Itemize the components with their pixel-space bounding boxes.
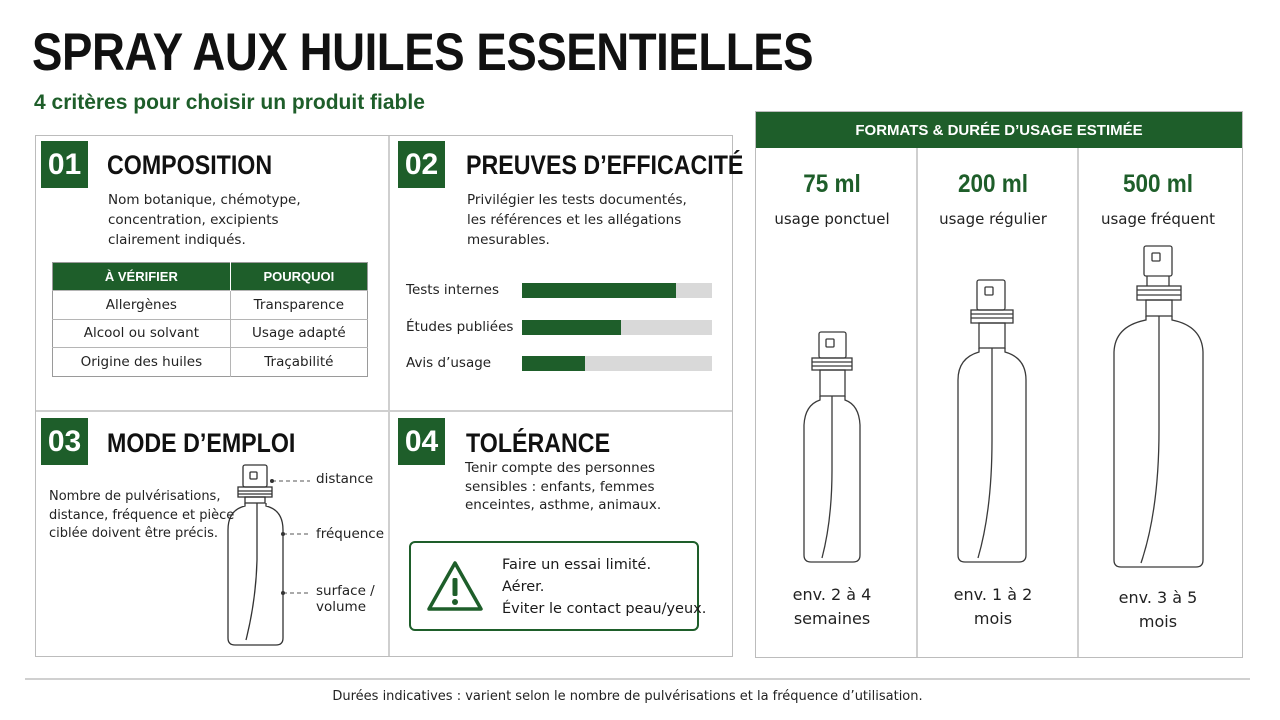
- bar-label-etudes-publiees: Études publiées: [406, 319, 514, 335]
- table-cell: Usage adapté: [230, 319, 367, 348]
- format-usage: usage régulier: [939, 210, 1047, 228]
- label-frequence: fréquence: [316, 526, 385, 542]
- table-cell: Alcool ou solvant: [53, 319, 231, 348]
- format-duration: env. 3 à 5 mois: [1118, 588, 1198, 631]
- section-title-mode-emploi: MODE D’EMPLOI: [107, 428, 296, 458]
- page-title: SPRAY AUX HUILES ESSENTIELLES: [32, 23, 814, 82]
- section-number-04: 04: [398, 418, 445, 465]
- format-usage: usage fréquent: [1100, 210, 1216, 228]
- format-duration: env. 1 à 2 mois: [953, 585, 1033, 628]
- format-volume-500ml: 500 ml: [1122, 170, 1194, 198]
- page-subtitle: 4 critères pour choisir un produit fiable: [34, 91, 425, 114]
- footer-divider: [25, 678, 1250, 680]
- bottle-75ml-icon: [804, 332, 860, 562]
- footer-note: Durées indicatives : varient selon le nombre de pulvérisations et la fréquence d’utilisation.: [332, 689, 923, 704]
- table-header-pourquoi: POURQUOI: [230, 263, 367, 291]
- format-duration: env. 2 à 4 semaines: [792, 585, 872, 628]
- table-cell: Transparence: [230, 291, 367, 320]
- preuves-text: Privilégier les tests documentés, les références et les allégations mesurables.: [467, 192, 687, 248]
- warning-text: Faire un essai limité. Aérer. Éviter le contact peau/yeux.: [502, 557, 707, 617]
- section-title-tolerance: TOLÉRANCE: [466, 428, 611, 458]
- bar-label-tests-internes: Tests internes: [406, 282, 500, 298]
- table-cell: Origine des huiles: [53, 348, 231, 377]
- bottle-500ml-icon: [1114, 246, 1203, 567]
- section-number-03: 03: [41, 418, 88, 465]
- format-usage: usage ponctuel: [774, 210, 890, 228]
- section-title-preuves: PREUVES D’EFFICACITÉ: [466, 150, 744, 180]
- table-cell: Traçabilité: [230, 348, 367, 377]
- formats-header: FORMATS & DURÉE D’USAGE ESTIMÉE: [756, 112, 1242, 148]
- table-header-verifier: À VÉRIFIER: [53, 263, 231, 291]
- section-number-01: 01: [41, 141, 88, 188]
- table-cell: Allergènes: [53, 291, 231, 320]
- mode-emploi-text: Nombre de pulvérisations, distance, fréquence et pièce ciblée doivent être précis.: [49, 489, 235, 541]
- format-volume-200ml: 200 ml: [957, 170, 1029, 198]
- format-volume-75ml: 75 ml: [803, 170, 861, 198]
- label-surface-volume: surface / volume: [316, 583, 375, 615]
- composition-text: Nom botanique, chémotype, concentration, excipients clairement indiqués.: [108, 192, 301, 248]
- tolerance-text: Tenir compte des personnes sensibles : enfants, femmes enceintes, asthme, animaux.: [465, 460, 662, 513]
- bottle-200ml-icon: [958, 280, 1026, 562]
- section-title-composition: COMPOSITION: [107, 150, 273, 180]
- section-number-02: 02: [398, 141, 445, 188]
- label-distance: distance: [316, 471, 374, 487]
- bar-label-avis-usage: Avis d’usage: [406, 355, 492, 371]
